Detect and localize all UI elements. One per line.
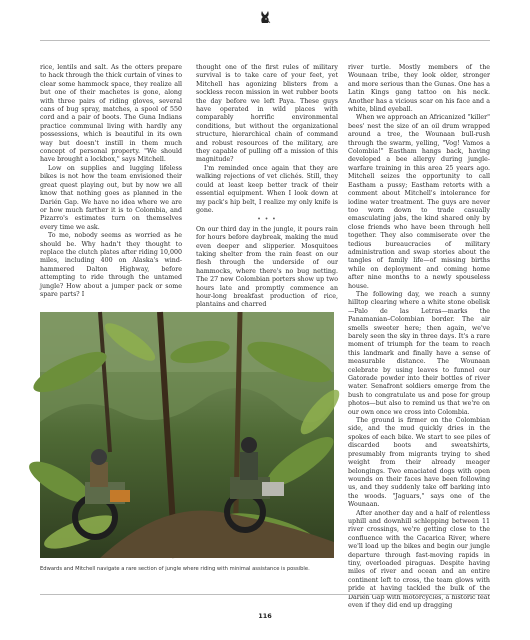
paragraph: I'm reminded once again that they are walking rejections of vet clichés. Still, they could at least keep better track of their essential equipment. When I look down at my pack's hip belt, I realize my only knife is gone. [196,164,338,214]
article-column-3 [348,64,490,609]
paragraph: On our third day in the jungle, it pours rain for hours before daybreak, making the mud even deeper and slipperier. Mosquitoes taking shelter from the rain feast on our flesh through the underside of our hammocks, where there's no bug netting. The 27 new Colombian porters show up two hours late and promptly commence an hour-long breakfast production of rice, plantains and charred [196,225,338,309]
bottom-rule [40,594,490,595]
jungle-motorcycle-photo [40,312,334,558]
playboy-bunny-icon [258,10,272,26]
paragraph: The ground is firmer on the Colombian side, and the mud quickly dries in the spokes of each bike. We start to see piles of discarded boots and sweatshirts, presumably from migrants trying to shed weight from their already meager belongings. Two emaciated dogs with open wounds on their faces have been following us, and they suddenly take off barking into the woods. "Jaguars," says one of the Wounaan. [348,417,490,509]
paragraph: When we approach an Africanized "killer" bees' nest the size of an oil drum wrapped around a tree, the Wounaan bull-rush through the swarm, yelling, "Vog! Vamos a Colombia!" Eastham hangs back, having developed a bee allergy during jungle-warfare training in this area 25 years ago. Mitchell seizes the opportunity to call Eastham a pussy; Eastham retorts with a comment about Mitchell's intolerance for iodine water treatment. The guys are never too worn down to trade casually emasculating jabs, the kind shared only by close friends who have been through hell together. They also commiserate over the tedious bureaucracies of military administration and swap stories about the tangles of family life—of missing births while on deployment and coming home after nine months to a newly spouseless house. [348,114,490,290]
section-separator: • • • [257,216,277,224]
paragraph: After another day and a half of relentless uphill and downhill schlepping between 11 river crossings, we're getting close to the confluence with the Cacarica River, where we'll load up the bikes and begin our jungle departure through fast-moving rapids in tiny, overloaded piraguas. Despite having miles of river and ocean and an entire continent left to cross, the team glows with pride at having tackled the bulk of the Darién Gap with motorcycles, a historic feat even if they did end up dragging [348,509,490,609]
paragraph: The following day, we reach a sunny hilltop clearing where a white stone obelisk—Palo de las Letras—marks the Panamanian–Colombian border. The air smells sweeter here; then again, we've barely seen the sky in three days. It's a rare moment of triumph for the team to reach this landmark and finally have a sense of measurable distance. The Wounaan celebrate by using leaves to funnel our Gatorade powder into their bottles of river water. Senafront soldiers emerge from the bush to congratulate us and pose for group photos—but also to remind us that we're on our own once we cross into Colombia. [348,290,490,416]
paragraph: Low on supplies and lugging lifeless bikes is not how the team envisioned their great quest playing out, but by now we all know that nothing goes as planned in the Darién Gap. We have no idea where we are or how much farther it is to Colombia, and Pizarro's estimates turn on themselves every time we ask. [40,164,182,231]
paragraph: river turtle. Mostly members of the Wounaan tribe, they look older, stronger and more serious than the Gunas. One has a Latin Kings gang tattoo on his neck. Another has a vicious scar on his face and a white, blind eyeball. [348,64,490,114]
top-rule [40,40,490,41]
paragraph: To me, nobody seems as worried as he should be. Why hadn't they thought to replace the clutch plates after riding 10,000 miles, including 400 on Alaska's wind-hammered Dalton Highway, before attempting to ride through the untamed jungle? How about a jumper pack or some spare parts? I [40,232,182,298]
paragraph: thought one of the first rules of military survival is to take care of your feet, yet Mitchell has agonizing blisters from a sockless recon mission in wet rubber boots the day before we left Paya. These guys have operated in wild places with comparably horrific environmental conditions, but without the organizational structure, hierarchical chain of command and robust resources of the military, are they capable of pulling off a mission of this magnitude? [196,64,338,164]
paragraph: rice, lentils and salt. As the otters prepare to hack through the thick curtain of vines to clear some hammock space, they realize all but one of their machetes is gone, along with three pairs of riding gloves, several cans of bug spray, matches, a spool of 550 cord and a pair of boots. The Guna Indians practice communal living with hardly any possessions, which is beautiful in its own way but doesn't instill in them much concept of personal property. "We should have brought a lockbox," says Mitchell. [40,64,182,164]
photo-caption: Edwards and Mitchell navigate a rare section of jungle where riding with minimal assistance is possible. [40,566,310,572]
article-column-2 [196,64,338,310]
page-number: 116 [258,612,272,620]
article-column-1 [40,64,182,299]
